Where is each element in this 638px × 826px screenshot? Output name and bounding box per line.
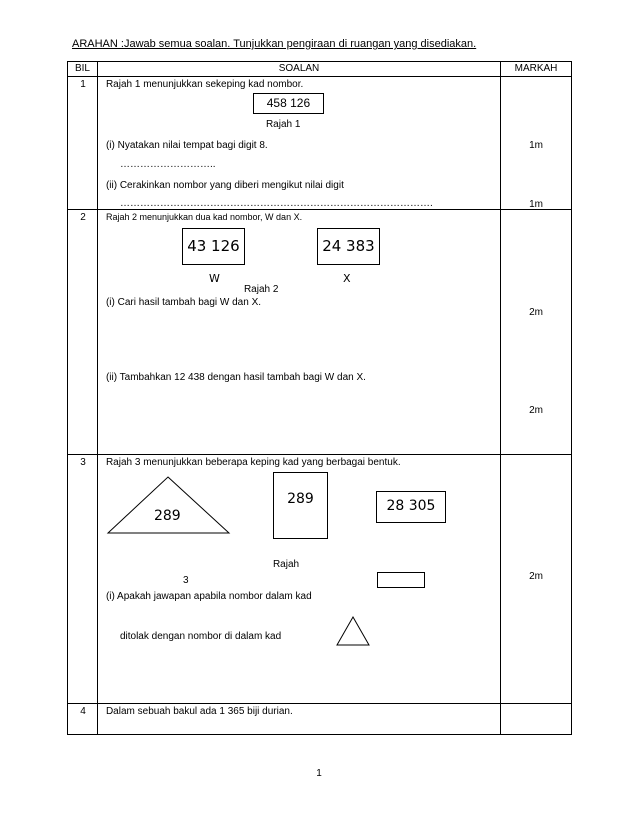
q3-number: 3 [80,457,86,468]
q3-rectangle-value: 289 [287,491,314,507]
q3-number-cell [68,455,98,704]
q4-number: 4 [80,706,86,717]
question-row-2 [68,210,572,455]
header-bil: BIL [68,62,98,77]
header-row [68,62,572,77]
q3-small-triangle [335,615,371,647]
q1-answer-line-ii: …………………………………………………………………………………. [119,198,433,209]
q2-part-i: (i) Cari hasil tambah bagi W dan X. [105,297,262,308]
question-row-3 [68,455,572,704]
q2-number: 2 [80,212,86,223]
q2-mark-ii: 2m [529,405,543,416]
q4-mark-cell [501,704,572,735]
q2-label-w: W [208,272,220,285]
q3-box-value: 28 305 [386,498,436,514]
q1-mark-cell [501,77,572,210]
q1-answer-line-i: ……………………….. [119,159,216,170]
q2-part-ii: (ii) Tambahkan 12 438 dengan hasil tambah bagi W dan X. [105,372,366,383]
q3-part-i-b: ditolak dengan nombor di dalam kad [119,631,282,642]
instruction: ARAHAN :Jawab semua soalan. Tunjukkan pengiraan di ruangan yang disediakan. [72,38,477,50]
q2-intro: Rajah 2 menunjukkan dua kad nombor, W dan X. [105,212,303,222]
q1-card-value: 458 126 [266,96,311,110]
q3-intro: Rajah 3 menunjukkan beberapa keping kad yang berbagai bentuk. [105,457,401,468]
q4-number-cell [68,704,98,735]
q3-small-rect-card [377,572,425,588]
q2-number-cell [68,210,98,455]
q1-part-ii: (ii) Cerakinkan nombor yang diberi mengikut nilai digit [105,180,344,191]
q2-card-x [317,228,380,265]
q1-number-cell [68,77,98,210]
q3-question-cell [97,455,500,704]
q2-label-x: X [342,272,351,285]
q3-rectangle-card [273,472,328,539]
q3-triangle-card [106,475,231,535]
question-table [67,61,572,735]
q3-caption-a: Rajah [272,559,300,570]
header-markah: MARKAH [501,62,572,77]
q3-mark: 2m [529,571,543,582]
q2-mark-cell [501,210,572,455]
question-row-1 [68,77,572,210]
q1-mark-i: 1m [529,140,543,151]
q2-card-w-value: 43 126 [187,237,240,255]
q3-triangle-value: 289 [153,508,181,524]
question-row-4 [68,704,572,735]
q1-intro: Rajah 1 menunjukkan sekeping kad nombor. [105,79,304,90]
q3-part-i-a: (i) Apakah jawapan apabila nombor dalam kad [105,591,312,602]
q1-number: 1 [80,79,86,90]
header-soalan: SOALAN [97,62,500,77]
q2-card-x-value: 24 383 [322,237,375,255]
q1-mark-ii: 1m [529,199,543,210]
q2-question-cell [97,210,500,455]
page-number: 1 [316,768,322,779]
q4-question-cell [97,704,500,735]
q1-part-i: (i) Nyatakan nilai tempat bagi digit 8. [105,140,268,151]
q1-caption: Rajah 1 [265,119,301,130]
q4-text: Dalam sebuah bakul ada 1 365 biji durian. [105,706,293,717]
q3-mark-cell [501,455,572,704]
q2-card-w [182,228,245,265]
q3-box-card [376,491,446,523]
q1-number-card [253,93,324,114]
q3-caption-b: 3 [182,575,189,586]
q2-caption: Rajah 2 [243,284,279,295]
q2-mark-i: 2m [529,307,543,318]
q1-question-cell [97,77,500,210]
